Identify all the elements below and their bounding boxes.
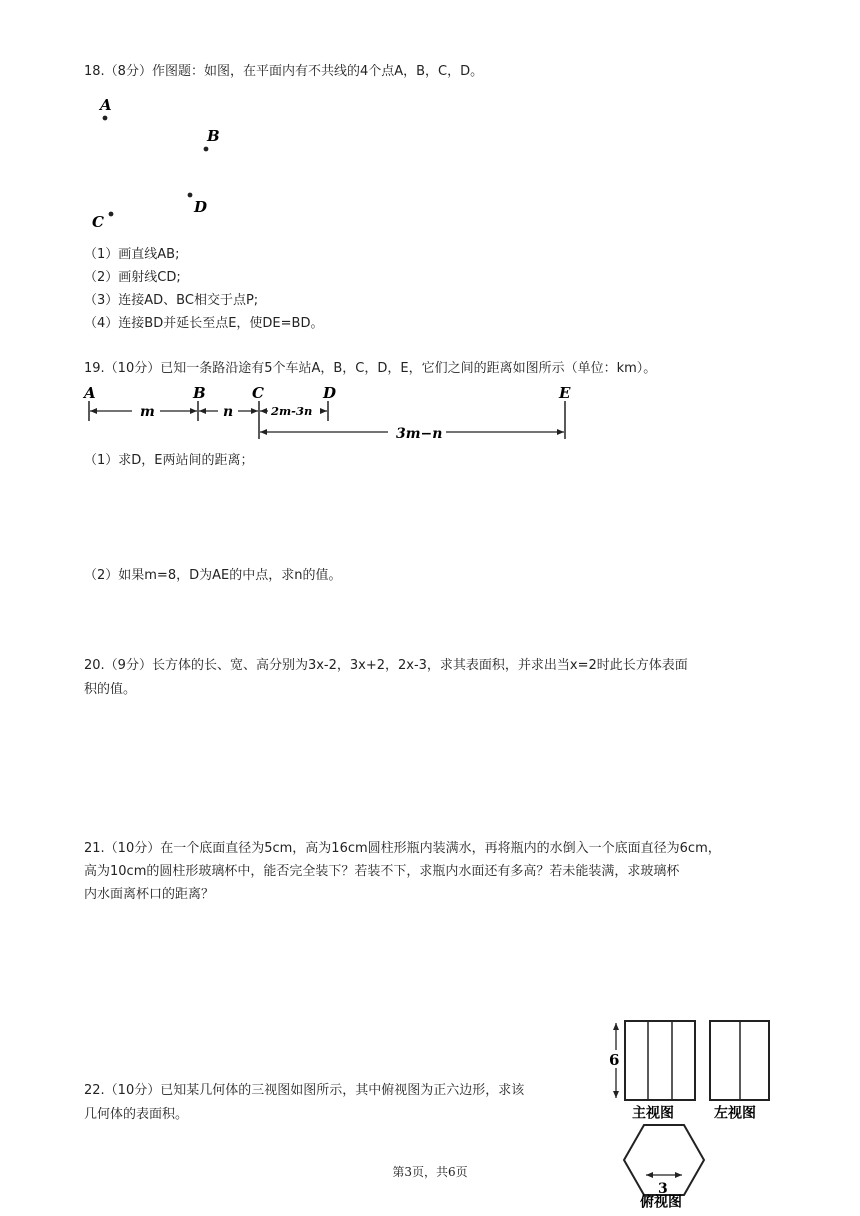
- q19-part2: （2）如果m=8，D为AE的中点，求n的值。: [84, 568, 342, 583]
- point-b: [204, 147, 209, 152]
- label-d: D: [194, 198, 208, 216]
- station-a: A: [84, 384, 96, 402]
- segment-cd: 2m-3n: [271, 404, 313, 418]
- left-view: [710, 1021, 769, 1100]
- station-c: C: [252, 384, 264, 402]
- q21-line2: 高为10cm的圆柱形玻璃杯中，能否完全装下？若装不下，求瓶内水面还有多高？若未能装满，求玻璃杯: [84, 864, 680, 879]
- point-d: [188, 193, 193, 198]
- station-b: B: [193, 384, 206, 402]
- q21-line1: 21.（10分）在一个底面直径为5cm，高为16cm圆柱形瓶内装满水，再将瓶内的水倒入一个底面直径为6cm，: [84, 841, 721, 856]
- q18-item-1: （1）画直线AB;: [84, 247, 180, 262]
- front-view-label: 主视图: [632, 1105, 674, 1122]
- station-d: D: [323, 384, 337, 402]
- left-view-label: 左视图: [714, 1105, 756, 1122]
- front-view: [609, 1021, 695, 1100]
- top-view: [624, 1125, 704, 1197]
- q20-line2: 积的值。: [84, 682, 137, 697]
- q18-points-figure: [80, 92, 240, 237]
- height-label: 6: [609, 1051, 620, 1069]
- q19-part1: （1）求D，E两站间的距离；: [84, 453, 254, 468]
- q22-line2: 几何体的表面积。: [84, 1107, 189, 1122]
- label-a: A: [100, 96, 112, 114]
- page-footer: 第3页，共6页: [392, 1165, 468, 1179]
- q18-item-2: （2）画射线CD;: [84, 270, 181, 285]
- top-view-label: 俯视图: [640, 1194, 682, 1211]
- point-a: [103, 116, 108, 121]
- segment-ce: 3m−n: [396, 426, 443, 442]
- segment-bc: n: [223, 404, 234, 420]
- point-c: [109, 212, 114, 217]
- q21-line3: 内水面离杯口的距离？: [84, 887, 215, 902]
- q18-item-3: （3）连接AD、BC相交于点P;: [84, 293, 259, 308]
- q22-three-views-figure: [600, 1012, 790, 1216]
- side-label: 3: [658, 1181, 668, 1197]
- q18-item-4: （4）连接BD并延长至点E，使DE=BD。: [84, 316, 324, 331]
- q22-line1: 22.（10分）已知某几何体的三视图如图所示，其中俯视图为正六边形，求该: [84, 1083, 525, 1098]
- q20-line1: 20.（9分）长方体的长、宽、高分别为3x-2，3x+2，2x-3，求其表面积，并求出当x=2时此长方体表面: [84, 658, 688, 673]
- label-b: B: [207, 127, 220, 145]
- q19-title: 19.（10分）已知一条路沿途有5个车站A，B，C，D，E，它们之间的距离如图所示（单位：km）。: [84, 361, 657, 376]
- q19-distance-figure: [80, 381, 580, 443]
- label-c: C: [92, 213, 104, 231]
- segment-ab: m: [140, 404, 155, 420]
- station-e: E: [559, 384, 571, 402]
- q18-title: 18.（8分）作图题：如图，在平面内有不共线的4个点A，B，C，D。: [84, 64, 484, 79]
